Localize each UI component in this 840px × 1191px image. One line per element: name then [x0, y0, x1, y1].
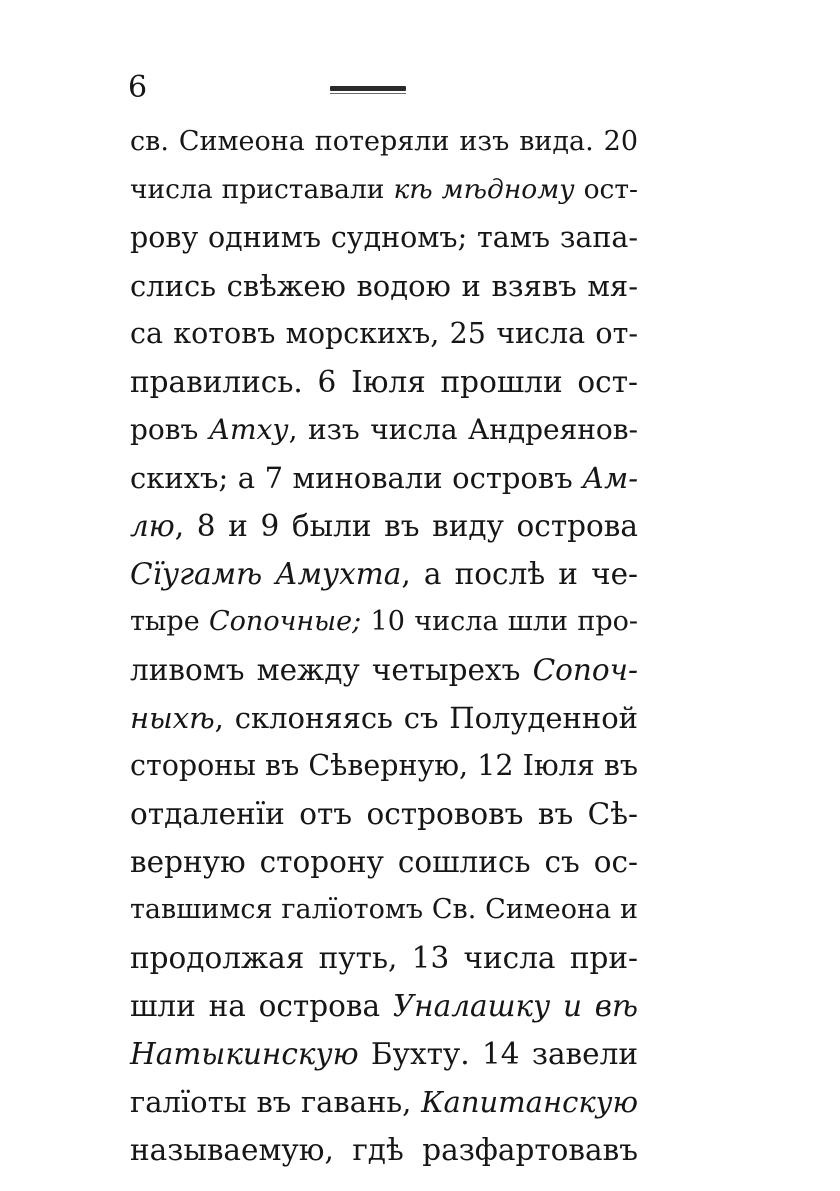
text-segment: рову однимъ судномъ; тамъ запа-	[130, 221, 638, 254]
text-line	[130, 1078, 638, 1126]
italic-text-segment: Сопочные;	[209, 606, 362, 637]
text-segment: св. Симеона потеряли изъ вида. 20	[130, 126, 638, 157]
header-ornament-rule	[330, 86, 406, 91]
italic-text-segment: Уналашку и вѣ	[392, 989, 638, 1023]
text-line	[130, 694, 638, 742]
text-segment: отдаленїи отъ острововъ въ Сѣ-	[130, 797, 638, 831]
italic-text-segment: Сопоч-	[532, 653, 638, 687]
italic-text-segment: кѣ мѣдному	[393, 174, 575, 205]
text-line	[130, 550, 638, 598]
text-line	[130, 742, 638, 790]
text-segment: правились. 6 Іюля прошли ост-	[130, 365, 638, 399]
italic-text-segment: Ам-	[582, 461, 638, 495]
text-segment: Бухту. 14 завели	[358, 1037, 638, 1071]
italic-text-segment: лю	[130, 509, 175, 543]
text-segment: продолжая путь, 13 числа при-	[130, 941, 638, 975]
text-segment: , изъ числа Андреянов-	[288, 413, 638, 446]
text-line	[130, 1126, 638, 1174]
text-segment: скихъ; а 7 миновали островъ	[130, 461, 583, 495]
text-segment: ливомъ между четырехъ	[130, 653, 533, 687]
text-line	[130, 454, 638, 502]
text-line	[130, 1030, 638, 1078]
text-line	[130, 982, 638, 1030]
text-segment: ровъ	[130, 413, 209, 446]
text-line	[130, 166, 638, 214]
italic-text-segment: Сїугамѣ Амухта	[130, 557, 402, 591]
text-segment: са котовъ морскихъ, 25 числа от-	[130, 317, 638, 350]
page-number: 6	[128, 70, 148, 105]
text-line	[130, 598, 638, 646]
text-segment: тавшимся галїотомъ Св. Симеона и	[130, 894, 638, 925]
text-line	[130, 358, 638, 406]
text-segment: называемую, гдѣ разфартовавъ	[130, 1133, 638, 1167]
text-line	[130, 502, 638, 550]
text-segment: числа приставали	[130, 174, 394, 205]
text-line	[130, 838, 638, 886]
text-segment: верную сторону сошлись съ ос-	[130, 845, 638, 879]
italic-text-segment: ныхѣ	[130, 701, 215, 735]
text-line	[130, 310, 638, 358]
text-line	[130, 406, 638, 454]
text-line	[130, 214, 638, 262]
text-segment: слись свѣжею водою и взявъ мя-	[130, 269, 638, 303]
italic-text-segment: Натыкинскую	[130, 1037, 359, 1071]
text-line	[130, 118, 638, 166]
text-line	[130, 790, 638, 838]
body-text	[130, 118, 638, 1174]
header-ornament-rule-thin	[330, 93, 406, 94]
text-segment: тыре	[130, 606, 210, 637]
italic-text-segment: Капитанскую	[421, 1085, 638, 1119]
text-segment: , 8 и 9 были въ виду острова	[174, 509, 638, 543]
text-segment: , а послѣ и че-	[401, 557, 639, 591]
italic-text-segment: Атху	[208, 413, 289, 446]
text-line	[130, 646, 638, 694]
text-line	[130, 934, 638, 982]
text-segment: стороны въ Сѣверную, 12 Іюля въ	[130, 749, 638, 782]
text-line	[130, 886, 638, 934]
text-segment: шли на острова	[130, 989, 393, 1023]
text-segment: , склоняясь съ Полуденной	[214, 701, 638, 735]
text-segment: 10 числа шли про-	[361, 606, 638, 637]
text-segment: галїоты въ гавань,	[130, 1085, 422, 1119]
text-segment: ост-	[574, 174, 638, 205]
text-line	[130, 262, 638, 310]
